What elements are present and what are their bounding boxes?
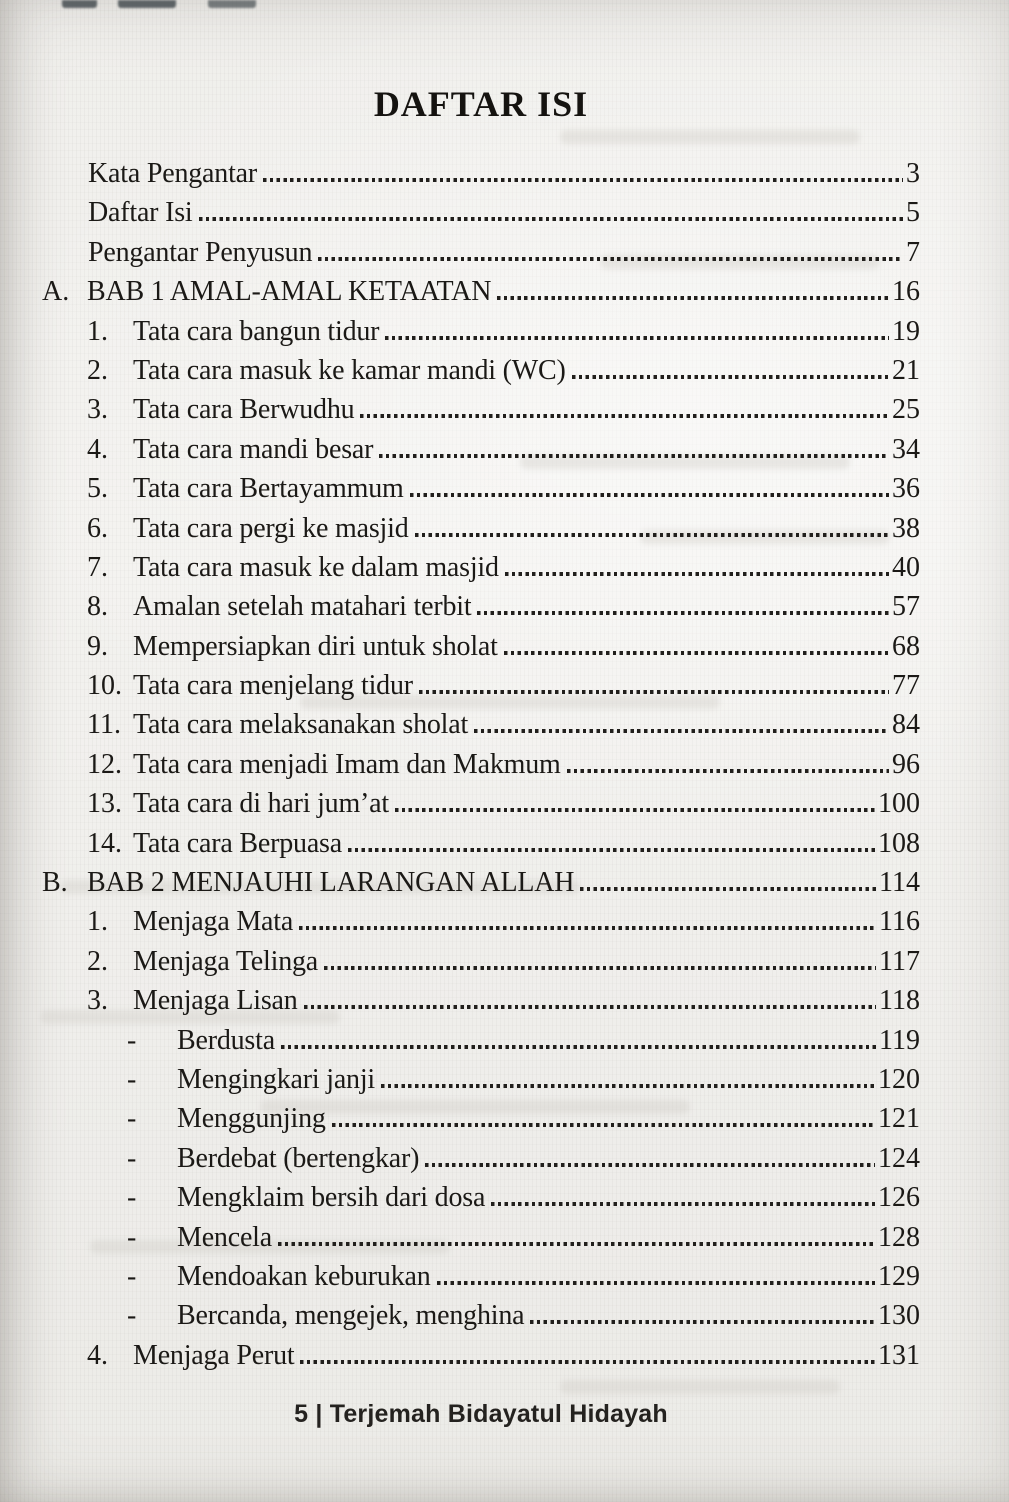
toc-entry-page: 131 — [878, 1339, 920, 1371]
dotted-leader — [324, 966, 876, 970]
toc-entry-page: 21 — [892, 354, 920, 386]
toc-entry-page: 7 — [906, 236, 920, 268]
toc-entry-label: BAB 1 AMAL-AMAL KETAATAN — [87, 276, 492, 308]
toc-entry-label: Mengklaim bersih dari dosa — [177, 1182, 486, 1214]
toc-entry-marker: 1. — [87, 315, 108, 347]
toc-entry-marker: A. — [42, 276, 70, 308]
toc-entry-page: 19 — [892, 315, 920, 347]
dotted-leader — [474, 729, 889, 733]
toc-entry — [42, 548, 920, 587]
toc-entry-page: 36 — [892, 473, 920, 505]
toc-entry-marker: 14. — [87, 827, 122, 859]
table-of-contents — [42, 154, 920, 1375]
toc-entry-marker: 13. — [87, 788, 122, 820]
toc-entry-label: Tata cara Bertayammum — [133, 473, 404, 505]
toc-entry-page: 16 — [892, 276, 920, 308]
toc-entry — [42, 509, 920, 548]
dotted-leader — [572, 375, 889, 379]
toc-entry-label: Mempersiapkan diri untuk sholat — [133, 630, 498, 662]
toc-entry-label: Tata cara melaksanakan sholat — [133, 709, 469, 741]
toc-entry-page: 108 — [878, 827, 920, 859]
dotted-leader — [299, 926, 876, 930]
dotted-leader — [395, 808, 875, 812]
toc-entry — [42, 705, 920, 744]
toc-entry-marker: 1. — [87, 906, 108, 938]
toc-entry — [42, 193, 920, 232]
toc-entry-label: Tata cara Berpuasa — [133, 827, 342, 859]
dotted-leader — [410, 493, 889, 497]
toc-entry-marker: 2. — [87, 945, 108, 977]
toc-entry-page: 118 — [879, 985, 920, 1017]
toc-entry-marker: 6. — [87, 512, 108, 544]
toc-entry-marker: - — [127, 1182, 137, 1214]
toc-entry-label: Mendoakan keburukan — [177, 1260, 431, 1292]
toc-entry — [42, 902, 920, 941]
toc-entry-label: Tata cara bangun tidur — [133, 315, 380, 347]
toc-entry-page: 57 — [892, 591, 920, 623]
toc-entry — [42, 469, 920, 508]
page-footer: 5 | Terjemah Bidayatul Hidayah — [294, 1400, 668, 1428]
toc-entry-page: 40 — [892, 551, 920, 583]
toc-entry-label: Tata cara masuk ke kamar mandi (WC) — [133, 354, 566, 386]
toc-entry-page: 126 — [878, 1182, 920, 1214]
toc-entry — [42, 154, 920, 193]
dotted-leader — [332, 1123, 875, 1127]
toc-entry — [42, 981, 920, 1020]
toc-entry-page: 96 — [892, 748, 920, 780]
toc-entry-label: Bercanda, mengejek, menghina — [177, 1300, 525, 1332]
toc-entry-marker: - — [127, 1063, 137, 1095]
toc-entry-page: 124 — [878, 1142, 920, 1174]
toc-entry-marker: 2. — [87, 354, 108, 386]
toc-entry-label: Tata cara menjadi Imam dan Makmum — [133, 748, 561, 780]
dotted-leader — [491, 1202, 875, 1206]
dotted-leader — [505, 572, 889, 576]
scan-artifact-smudge — [62, 0, 97, 8]
toc-entry-page: 117 — [879, 945, 920, 977]
toc-entry-label: Pengantar Penyusun — [88, 236, 313, 268]
dotted-leader — [580, 887, 876, 891]
toc-entry-label: Menggunjing — [177, 1103, 326, 1135]
toc-entry-page: 3 — [906, 158, 920, 189]
toc-entry-marker: - — [127, 1260, 137, 1292]
toc-entry-label: Tata cara mandi besar — [133, 433, 374, 465]
toc-entry-label: Tata cara di hari jum’at — [133, 788, 389, 820]
toc-entry — [42, 1139, 920, 1178]
toc-entry-marker: - — [127, 1300, 137, 1332]
toc-entry — [42, 1218, 920, 1257]
dotted-leader — [419, 690, 889, 694]
toc-entry-page: 100 — [878, 788, 920, 820]
toc-entry — [42, 1060, 920, 1099]
toc-entry — [42, 627, 920, 666]
dotted-leader — [504, 651, 889, 655]
dotted-leader — [281, 1045, 876, 1049]
toc-entry-marker: - — [127, 1142, 137, 1174]
toc-entry-page: 25 — [892, 394, 920, 426]
toc-entry-label: BAB 2 MENJAUHI LARANGAN ALLAH — [87, 867, 575, 899]
toc-entry-marker: 9. — [87, 630, 108, 662]
dotted-leader — [497, 296, 889, 300]
toc-entry — [42, 1296, 920, 1335]
toc-entry — [42, 1257, 920, 1296]
toc-entry-label: Daftar Isi — [88, 197, 193, 229]
toc-entry-label: Tata cara pergi ke masjid — [133, 512, 409, 544]
toc-entry-marker: 5. — [87, 473, 108, 505]
toc-entry-page: 114 — [879, 867, 920, 899]
toc-entry-marker: B. — [42, 867, 68, 899]
toc-entry — [42, 942, 920, 981]
dotted-leader — [437, 1281, 875, 1285]
toc-entry-label: Berdusta — [177, 1024, 275, 1056]
toc-entry-page: 68 — [892, 630, 920, 662]
toc-entry-marker: 11. — [87, 709, 121, 741]
page-title: DAFTAR ISI — [373, 84, 589, 124]
dotted-leader — [415, 533, 889, 537]
toc-entry — [42, 1178, 920, 1217]
scan-artifact-smudge — [118, 0, 176, 8]
toc-entry-label: Berdebat (bertengkar) — [177, 1142, 420, 1174]
dotted-leader — [278, 1242, 875, 1246]
toc-entry — [42, 390, 920, 429]
toc-entry-page: 128 — [878, 1221, 920, 1253]
toc-entry-label: Tata cara Berwudhu — [133, 394, 355, 426]
bleed-through-mark — [560, 130, 860, 144]
toc-entry — [42, 745, 920, 784]
toc-entry — [42, 1021, 920, 1060]
toc-entry — [42, 233, 920, 272]
toc-entry-label: Menjaga Lisan — [133, 985, 298, 1017]
dotted-leader — [318, 257, 903, 261]
toc-entry-marker: - — [127, 1221, 137, 1253]
toc-entry-label: Tata cara masuk ke dalam masjid — [133, 551, 499, 583]
toc-entry-label: Mengingkari janji — [177, 1063, 376, 1095]
dotted-leader — [425, 1163, 875, 1167]
scan-artifact-smudge — [208, 0, 256, 8]
toc-entry — [42, 1099, 920, 1138]
toc-entry-label: Menjaga Mata — [133, 906, 294, 938]
toc-entry-label: Amalan setelah matahari terbit — [133, 591, 472, 623]
toc-entry-marker: 12. — [87, 748, 122, 780]
toc-entry-page: 129 — [878, 1260, 920, 1292]
dotted-leader — [304, 1005, 876, 1009]
toc-entry-page: 34 — [892, 433, 920, 465]
dotted-leader — [199, 217, 903, 221]
toc-entry-page: 119 — [879, 1024, 920, 1056]
toc-entry-marker: 7. — [87, 551, 108, 583]
bleed-through-mark — [560, 1380, 840, 1394]
toc-entry-marker: 10. — [87, 670, 122, 702]
toc-entry — [42, 351, 920, 390]
toc-entry-marker: - — [127, 1024, 137, 1056]
dotted-leader — [530, 1320, 875, 1324]
dotted-leader — [567, 769, 889, 773]
dotted-leader — [477, 611, 889, 615]
toc-entry-label: Tata cara menjelang tidur — [133, 670, 413, 702]
toc-entry-page: 130 — [878, 1300, 920, 1332]
toc-entry-page: 77 — [892, 670, 920, 702]
toc-entry-marker: 8. — [87, 591, 108, 623]
toc-entry-label: Menjaga Perut — [133, 1339, 295, 1371]
toc-entry-marker: 3. — [87, 985, 108, 1017]
toc-entry-page: 120 — [878, 1063, 920, 1095]
toc-entry-marker: - — [127, 1103, 137, 1135]
toc-entry — [42, 863, 920, 902]
toc-entry-page: 5 — [906, 197, 920, 229]
toc-entry — [42, 312, 920, 351]
toc-entry — [42, 272, 920, 311]
toc-entry — [42, 666, 920, 705]
dotted-leader — [300, 1360, 875, 1364]
toc-entry-marker: 4. — [87, 433, 108, 465]
toc-entry-marker: 4. — [87, 1339, 108, 1371]
toc-entry-page: 84 — [892, 709, 920, 741]
dotted-leader — [379, 454, 889, 458]
dotted-leader — [348, 848, 875, 852]
dotted-leader — [385, 336, 889, 340]
toc-entry-label: Menjaga Telinga — [133, 945, 319, 977]
toc-entry — [42, 430, 920, 469]
toc-entry-page: 38 — [892, 512, 920, 544]
dotted-leader — [263, 178, 903, 182]
toc-entry-page: 121 — [878, 1103, 920, 1135]
toc-entry — [42, 784, 920, 823]
toc-entry-marker: 3. — [87, 394, 108, 426]
toc-entry-page: 116 — [879, 906, 920, 938]
toc-entry — [42, 587, 920, 626]
toc-entry-label: Kata Pengantar — [88, 158, 258, 189]
toc-entry-label: Mencela — [177, 1221, 272, 1253]
dotted-leader — [360, 414, 889, 418]
toc-entry — [42, 1336, 920, 1375]
dotted-leader — [381, 1084, 875, 1088]
toc-entry — [42, 824, 920, 863]
